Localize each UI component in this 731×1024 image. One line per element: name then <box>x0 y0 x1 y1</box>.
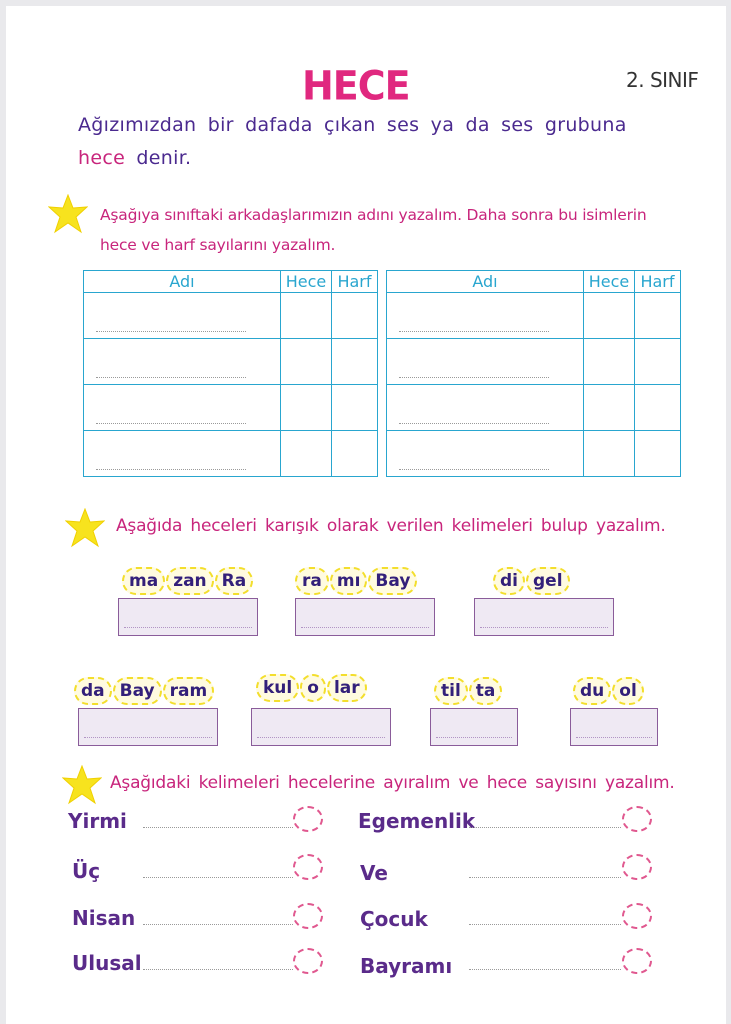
section3-instruction: Aşağıdaki kelimeleri hecelerine ayıralım ve hece sayısını yazalım. <box>110 773 675 793</box>
header-syllable: Hece <box>281 271 332 293</box>
star-icon <box>65 508 105 548</box>
definition-rest: denir. <box>125 147 192 169</box>
word-left-4: Ulusal <box>72 951 142 975</box>
syllable-chip: di <box>493 567 525 595</box>
name-cell[interactable] <box>84 385 281 431</box>
count-circle[interactable] <box>622 854 652 880</box>
word-right-2: Ve <box>360 861 388 885</box>
word-right-4: Bayramı <box>360 954 453 978</box>
count-circle[interactable] <box>293 854 323 880</box>
section1-instruction-line-2: hece ve harf sayılarını yazalım. <box>100 236 336 254</box>
answer-line[interactable] <box>143 924 293 925</box>
syllable-chip: Bay <box>113 677 162 705</box>
answer-box-1[interactable] <box>118 598 258 636</box>
name-cell[interactable] <box>387 339 584 385</box>
name-cell[interactable] <box>387 293 584 339</box>
header-syllable: Hece <box>584 271 635 293</box>
answer-box-2[interactable] <box>295 598 435 636</box>
name-cell[interactable] <box>387 385 584 431</box>
answer-box-3[interactable] <box>474 598 614 636</box>
syllable-group-3 <box>493 567 571 595</box>
syllable-chip: da <box>74 677 112 705</box>
syllable-group-2 <box>295 567 418 595</box>
word-left-1: Yirmi <box>68 809 127 833</box>
syllable-chip: gel <box>526 567 570 595</box>
syllable-group-6 <box>434 677 503 705</box>
answer-line[interactable] <box>469 877 621 878</box>
letter-cell[interactable] <box>635 385 681 431</box>
syllable-chip: kul <box>256 674 299 702</box>
letter-cell[interactable] <box>332 385 378 431</box>
syllable-chip: til <box>434 677 468 705</box>
header-letter: Harf <box>332 271 378 293</box>
letter-cell[interactable] <box>332 339 378 385</box>
syllable-cell[interactable] <box>584 385 635 431</box>
count-circle[interactable] <box>622 806 652 832</box>
syllable-cell[interactable] <box>281 339 332 385</box>
header-name: Adı <box>84 271 281 293</box>
star-icon <box>62 765 102 805</box>
name-cell[interactable] <box>84 293 281 339</box>
syllable-cell[interactable] <box>584 293 635 339</box>
syllable-chip: ta <box>469 677 503 705</box>
syllable-chip: zan <box>166 567 213 595</box>
letter-cell[interactable] <box>332 293 378 339</box>
definition-highlight: hece <box>78 147 126 169</box>
syllable-group-4 <box>74 677 215 705</box>
grade-label: 2. SINIF <box>626 68 699 92</box>
syllable-chip: ma <box>122 567 165 595</box>
answer-box-7[interactable] <box>570 708 658 746</box>
syllable-chip: o <box>300 674 326 702</box>
count-circle[interactable] <box>622 903 652 929</box>
header-name: Adı <box>387 271 584 293</box>
section2-instruction: Aşağıda heceleri karışık olarak verilen kelimeleri bulup yazalım. <box>116 516 666 536</box>
syllable-cell[interactable] <box>281 385 332 431</box>
answer-box-6[interactable] <box>430 708 518 746</box>
count-circle[interactable] <box>622 948 652 974</box>
word-right-1: Egemenlik <box>358 809 476 833</box>
answer-line[interactable] <box>143 877 293 878</box>
answer-line[interactable] <box>469 924 621 925</box>
count-circle[interactable] <box>293 903 323 929</box>
section1-instruction-line-1: Aşağıya sınıftaki arkadaşlarımızın adını yazalım. Daha sonra bu isimlerin <box>100 206 647 224</box>
name-table-left <box>83 270 378 477</box>
syllable-chip: Ra <box>215 567 254 595</box>
syllable-cell[interactable] <box>584 431 635 477</box>
syllable-group-7 <box>573 677 645 705</box>
syllable-chip: du <box>573 677 611 705</box>
worksheet-page <box>6 6 726 1024</box>
syllable-chip: mı <box>330 567 368 595</box>
name-cell[interactable] <box>387 431 584 477</box>
definition-line-1: Ağızımızdan bir dafada çıkan ses ya da ses grubuna <box>78 114 627 136</box>
definition-line-2 <box>78 147 191 169</box>
syllable-chip: Bay <box>368 567 417 595</box>
syllable-chip: ram <box>163 677 215 705</box>
name-table-right <box>386 270 681 477</box>
syllable-cell[interactable] <box>584 339 635 385</box>
count-circle[interactable] <box>293 806 323 832</box>
answer-line[interactable] <box>143 969 293 970</box>
letter-cell[interactable] <box>635 293 681 339</box>
letter-cell[interactable] <box>635 431 681 477</box>
word-left-2: Üç <box>72 859 101 883</box>
star-icon <box>48 194 88 234</box>
answer-line[interactable] <box>143 827 293 828</box>
syllable-chip: ra <box>295 567 329 595</box>
count-circle[interactable] <box>293 948 323 974</box>
name-cell[interactable] <box>84 431 281 477</box>
word-right-3: Çocuk <box>360 907 428 931</box>
header-letter: Harf <box>635 271 681 293</box>
syllable-chip: lar <box>327 674 367 702</box>
letter-cell[interactable] <box>635 339 681 385</box>
answer-box-5[interactable] <box>251 708 391 746</box>
name-cell[interactable] <box>84 339 281 385</box>
page-title: HECE <box>302 62 410 110</box>
syllable-group-1 <box>122 567 254 595</box>
syllable-cell[interactable] <box>281 293 332 339</box>
answer-line[interactable] <box>469 827 621 828</box>
word-left-3: Nisan <box>72 906 136 930</box>
letter-cell[interactable] <box>332 431 378 477</box>
syllable-chip: ol <box>612 677 644 705</box>
syllable-cell[interactable] <box>281 431 332 477</box>
answer-box-4[interactable] <box>78 708 218 746</box>
syllable-group-5 <box>256 674 368 702</box>
answer-line[interactable] <box>469 969 621 970</box>
